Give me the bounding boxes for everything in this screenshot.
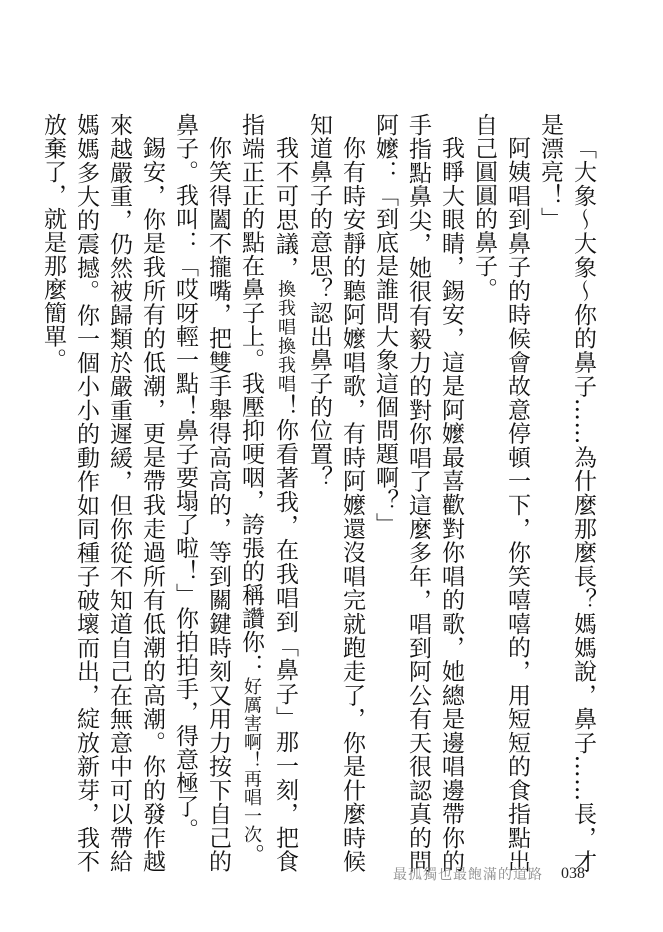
running-footer-title: 最孤獨也最飽滿的道路 (393, 866, 543, 882)
paragraph-4: 你有時安靜的聽阿嬤唱歌，有時阿嬤還沒唱完就跑走了，你是什麼時候知道鼻子的意思？認出鼻子的位置？ (306, 113, 365, 873)
page-footer (393, 864, 585, 884)
paragraph-6: 你笑得闔不攏嘴，把雙手舉得高高的，等到關鍵時刻又用力按下自己的鼻子。我叫：「哎呀輕一點！鼻子要塌了啦！」你拍拍手，得意極了。 (172, 113, 231, 873)
paragraph-5-small-quote-2: 好厲害啊！再唱一次 (241, 677, 262, 844)
paragraph-5-part-2: ！你看著我，在我唱到「鼻子」那一刻，把食指端正正的點在鼻子上。我壓抑哽咽，誇張的稱讚你： (238, 113, 298, 874)
paragraph-3: 我睜大眼睛，錫安，這是阿嬤最喜歡對你唱的歌，她總是邊唱邊帶你的手指點鼻尖，她很有毅力的對你唱了這麼多年，唱到阿公有天很認真的問阿嬤：「到底是誰問大象這個問題啊？」 (372, 113, 464, 873)
paragraph-5-part-3: 。 (238, 843, 264, 867)
vertical-body-text (36, 113, 599, 873)
page-number: 038 (561, 865, 585, 882)
paragraph-7: 錫安，你是我所有的低潮，更是帶我走過所有低潮的高潮。你的發作越來越嚴重，仍然被歸類於嚴重遲緩，但你從不知道自己在無意中可以帶給媽媽多大的震撼。你一個小小的動作如同種子破壞而出，綻放新芽，我不放棄了，就是那麼簡單。 (40, 113, 165, 873)
paragraph-5 (234, 113, 302, 873)
paragraph-5-part-1: 我不可思議， (272, 136, 298, 280)
paragraph-5-small-quote-1: 換我唱換我唱 (275, 279, 296, 394)
paragraph-1: 「大象～大象～你的鼻子……為什麼那麼長？媽媽說，鼻子……長，才是漂亮！」 (537, 113, 596, 873)
paragraph-2: 阿姨唱到鼻子的時候會故意停頓一下，你笑嘻嘻的，用短短的食指點出自己圓圓的鼻子。 (471, 113, 530, 873)
